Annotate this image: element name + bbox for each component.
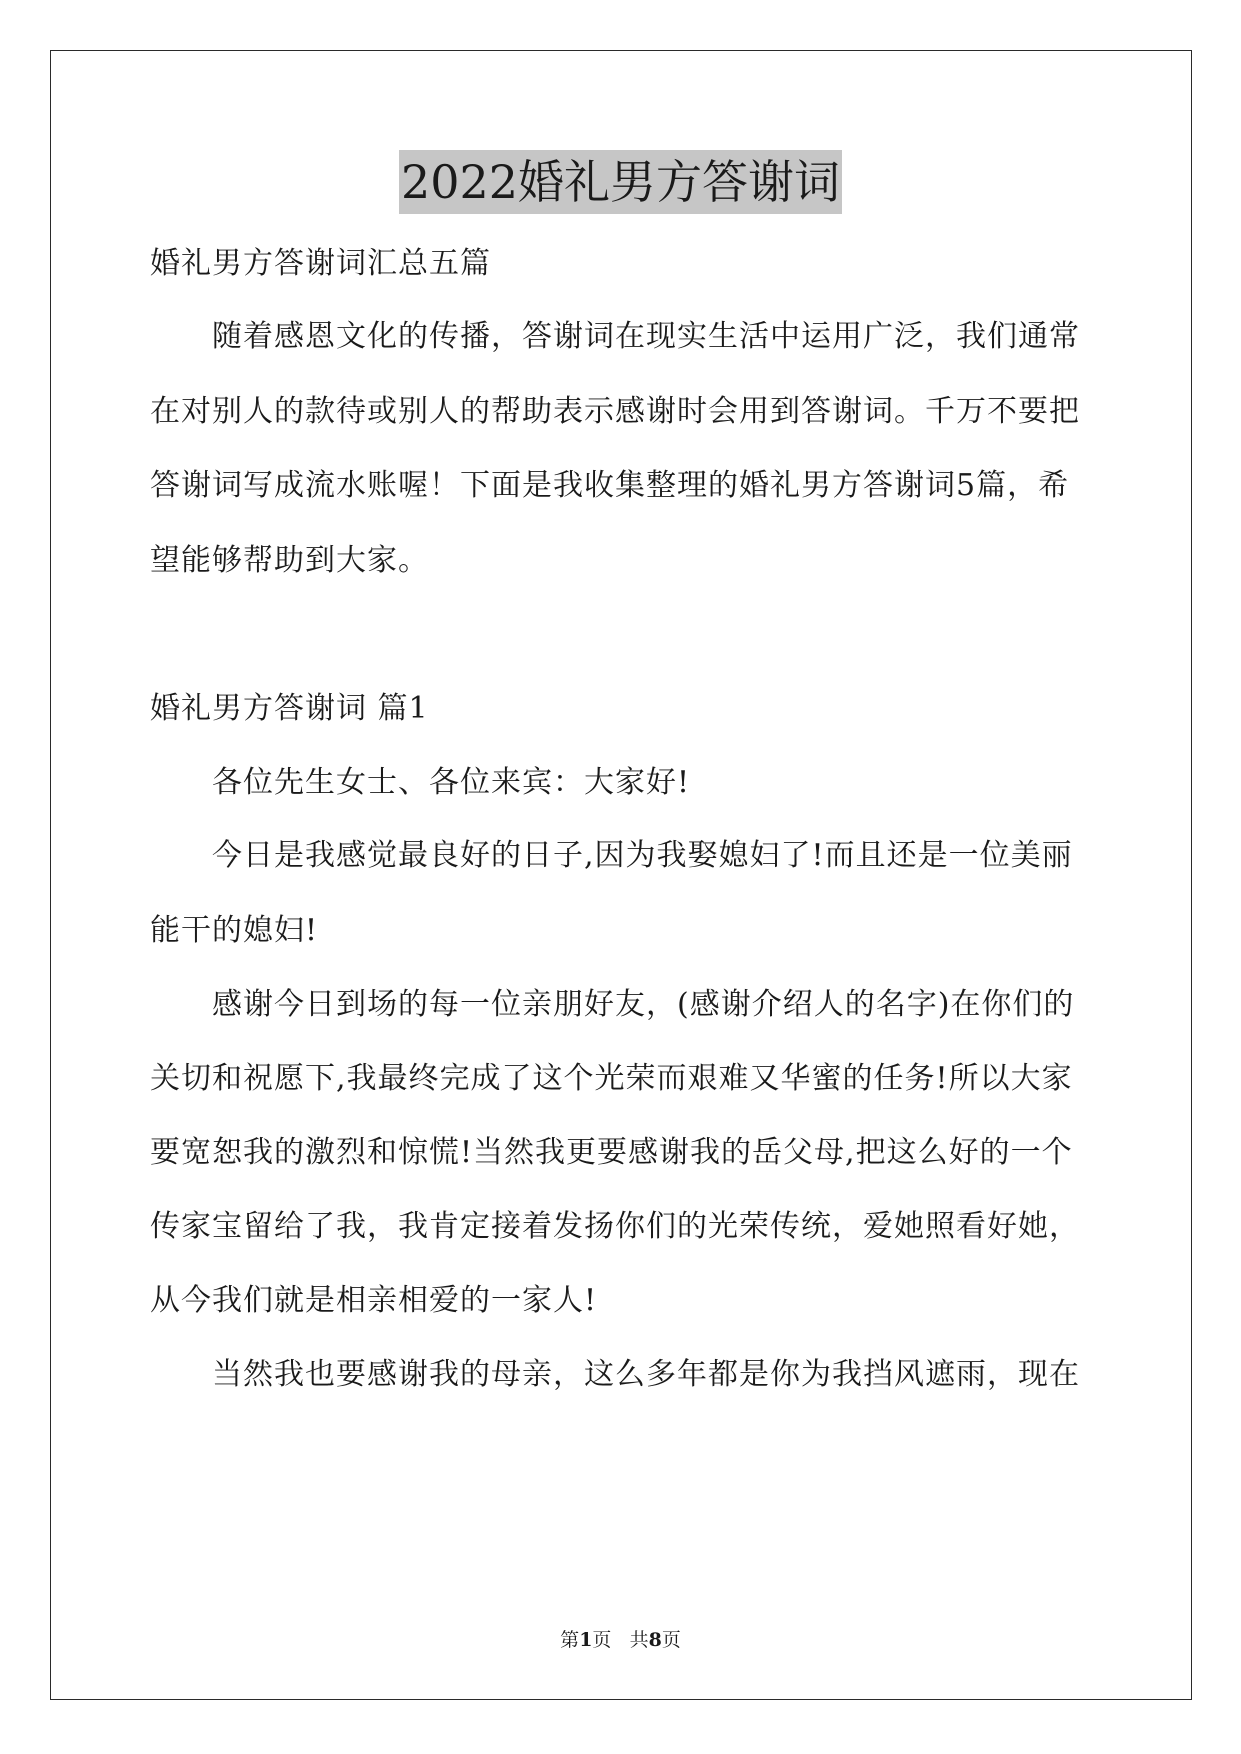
body-line: 各位先生女士、各位来宾：大家好! bbox=[150, 765, 691, 800]
total-pages: 8 bbox=[648, 1629, 662, 1651]
body-line: 望能够帮助到大家。 bbox=[150, 543, 429, 578]
section-heading: 婚礼男方答谢词 篇1 bbox=[150, 691, 429, 726]
body-line: 从今我们就是相亲相爱的一家人! bbox=[150, 1283, 598, 1318]
document-title: 2022婚礼男方答谢词 bbox=[399, 150, 842, 214]
total-suffix: 页 bbox=[661, 1629, 681, 1651]
body-line: 要宽恕我的激烈和惊慌!当然我更要感谢我的岳父母,把这么好的一个 bbox=[150, 1135, 1073, 1170]
body-line: 感谢今日到场的每一位亲朋好友，(感谢介绍人的名字)在你们的 bbox=[150, 987, 1075, 1022]
body-line: 当然我也要感谢我的母亲，这么多年都是你为我挡风遮雨，现在 bbox=[150, 1357, 1080, 1392]
body-line: 婚礼男方答谢词汇总五篇 bbox=[150, 246, 491, 281]
body-line: 今日是我感觉最良好的日子,因为我娶媳妇了!而且还是一位美丽 bbox=[150, 838, 1073, 873]
body-line: 能干的媳妇! bbox=[150, 913, 319, 948]
page-prefix: 第 bbox=[560, 1629, 580, 1651]
body-line: 传家宝留给了我，我肯定接着发扬你们的光荣传统，爱她照看好她， bbox=[150, 1209, 1080, 1244]
page-footer bbox=[0, 1627, 1241, 1653]
title-container bbox=[0, 150, 1241, 214]
body-line: 关切和祝愿下,我最终完成了这个光荣而艰难又华蜜的任务!所以大家 bbox=[150, 1061, 1073, 1096]
total-prefix: 共 bbox=[629, 1629, 649, 1651]
body-line: 答谢词写成流水账喔！下面是我收集整理的婚礼男方答谢词5篇，希 bbox=[150, 468, 1070, 503]
page-suffix: 页 bbox=[592, 1629, 612, 1651]
body-line: 在对别人的款待或别人的帮助表示感谢时会用到答谢词。千万不要把 bbox=[150, 394, 1080, 429]
page-number: 1 bbox=[579, 1629, 593, 1651]
body-line: 随着感恩文化的传播，答谢词在现实生活中运用广泛，我们通常 bbox=[150, 319, 1080, 354]
